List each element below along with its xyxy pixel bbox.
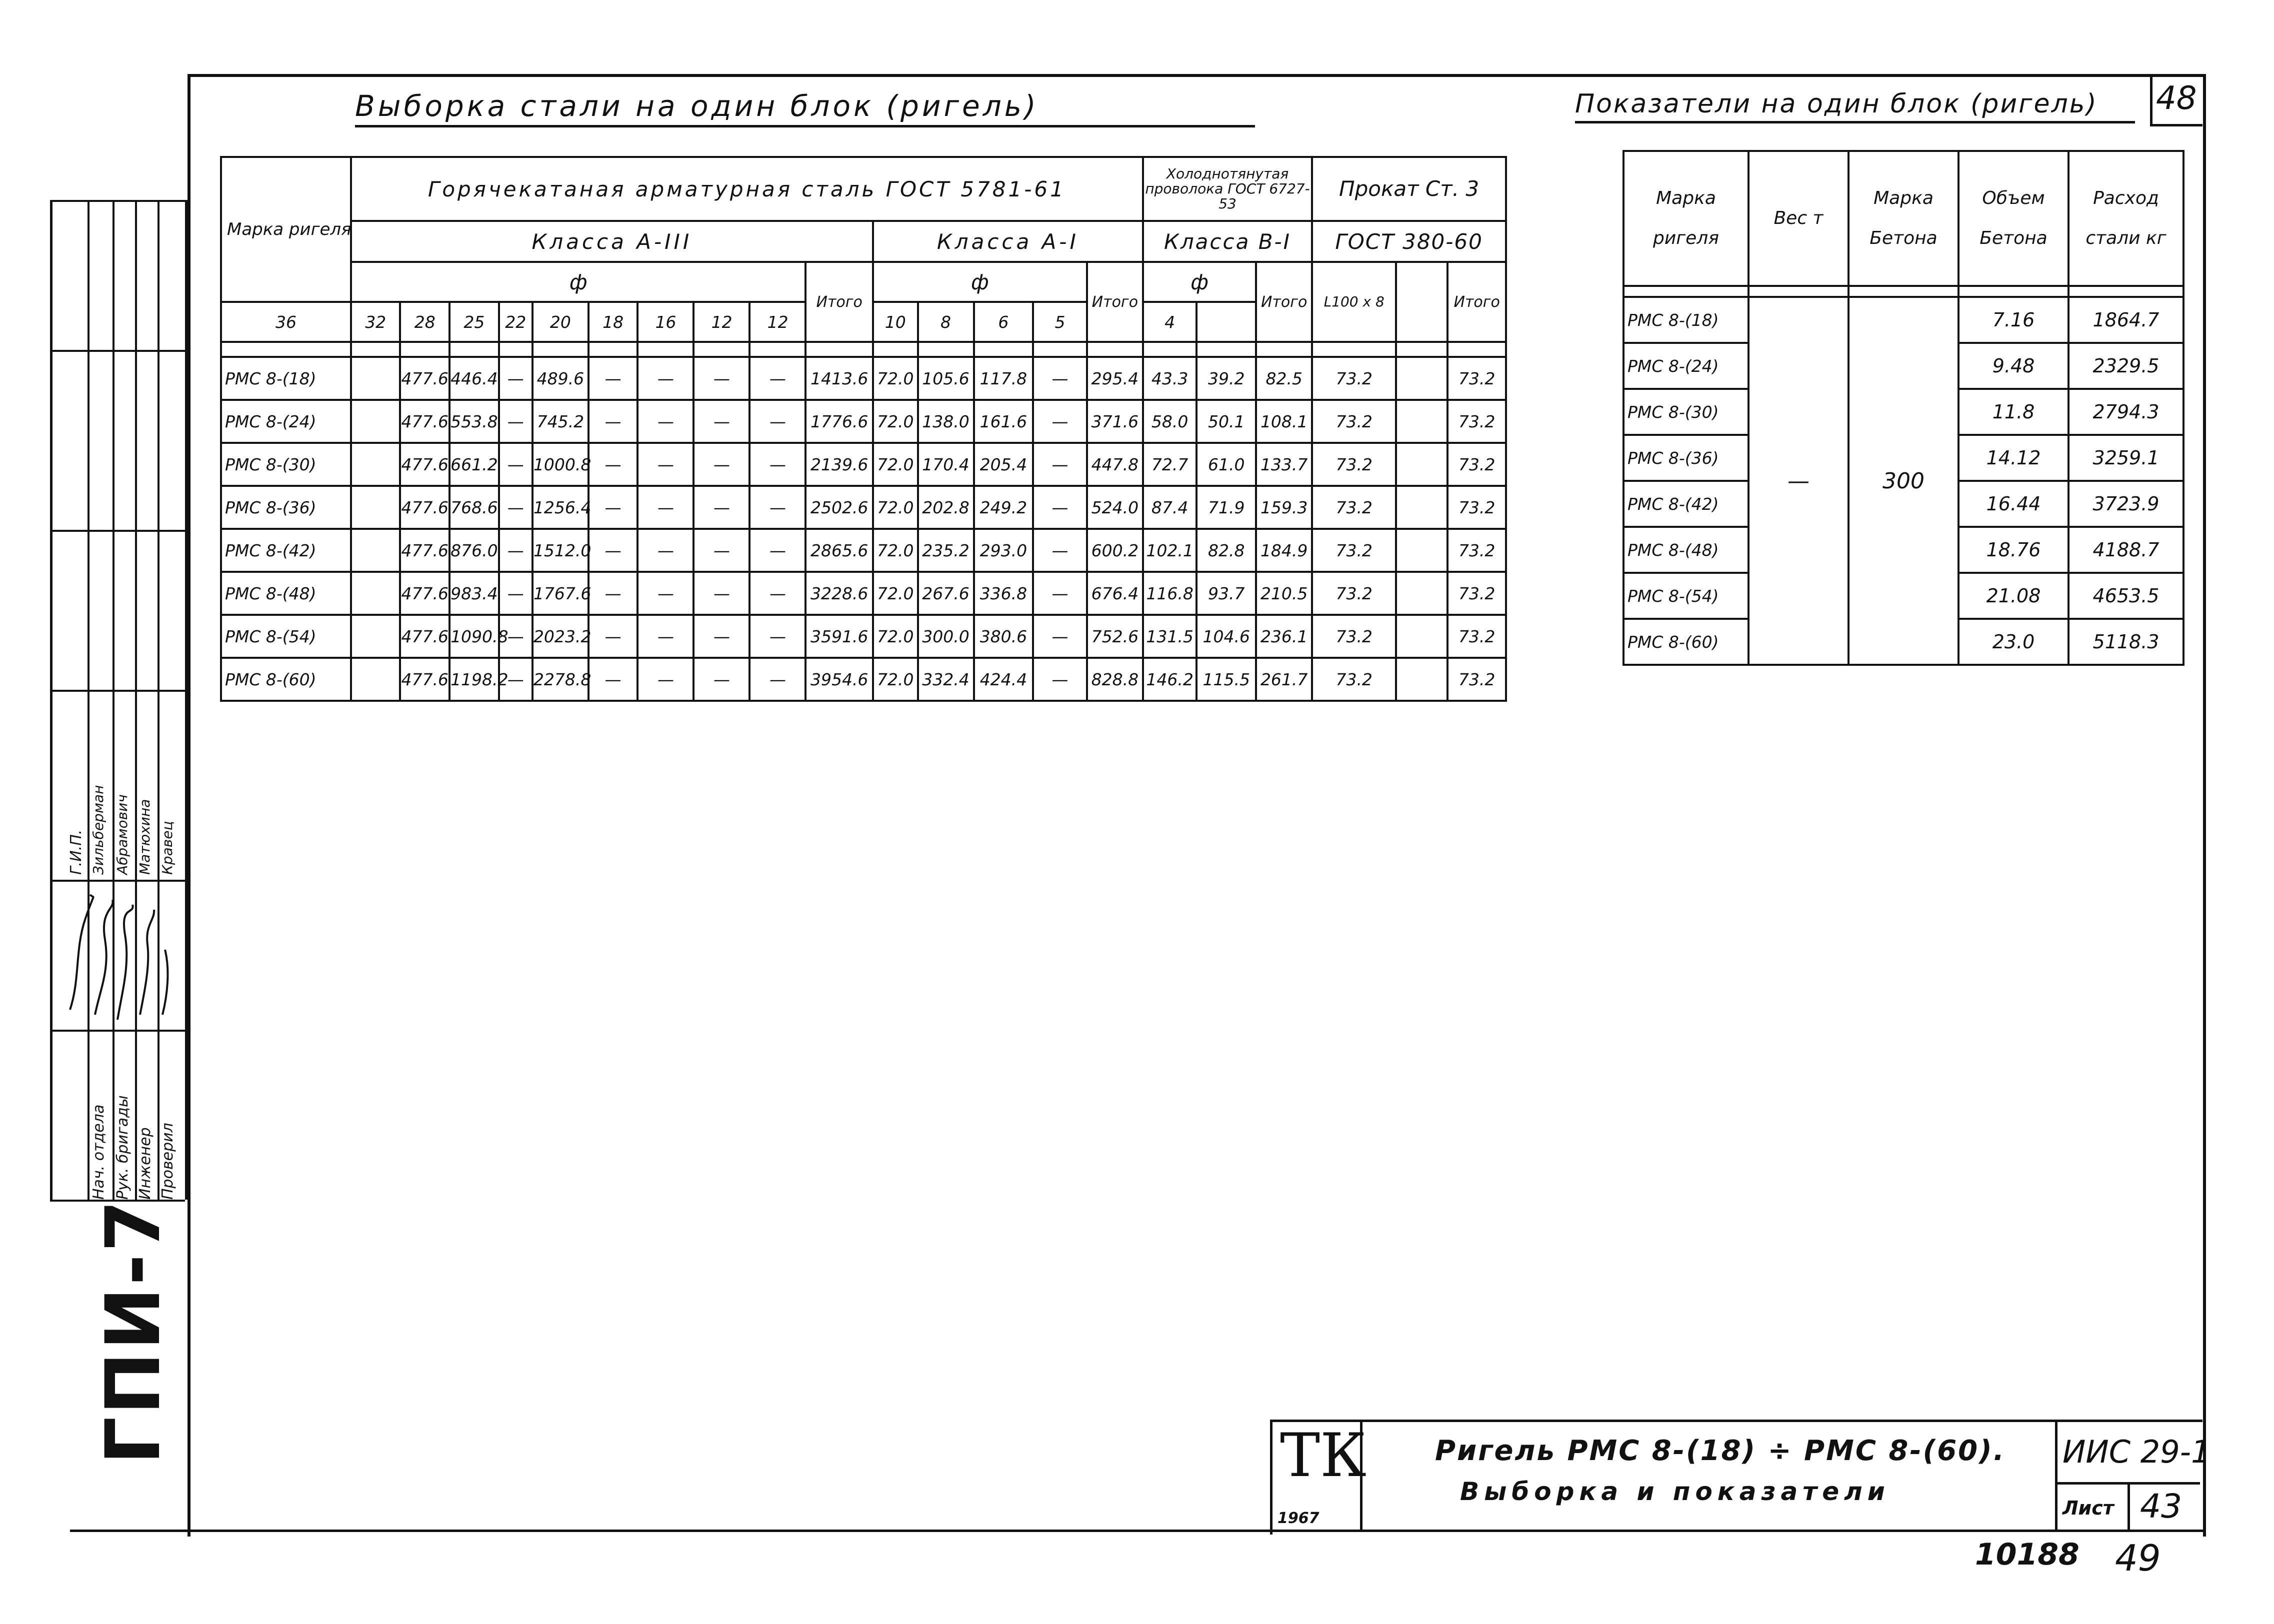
steel-cell-pr	[1396, 400, 1448, 443]
steel-cell-a1: 161.6	[974, 400, 1034, 443]
steel-cell-a3: 477.6	[400, 400, 450, 443]
hdr-hot-rolled: Горячекатаная арматурная сталь ГОСТ 5781-61	[351, 157, 1143, 221]
steel-row	[221, 486, 1506, 529]
hdr-phi-a3: ф	[351, 262, 806, 302]
steel-cell-a1: —	[1033, 400, 1087, 443]
steel-cell-a3	[351, 443, 400, 486]
steel-cell-a3: —	[499, 443, 532, 486]
steel-cell-a3: —	[750, 400, 806, 443]
steel-cell-a3	[351, 615, 400, 658]
steel-cell-a3: —	[588, 572, 638, 615]
hdr-dia-12: 12	[694, 302, 750, 342]
hdr-class-b1: Класса В-I	[1143, 221, 1312, 262]
steel-cell-a1: 295.4	[1087, 357, 1143, 400]
steel-cell-a1: —	[1033, 486, 1087, 529]
role-head-of-dept: Нач. отдела	[90, 1104, 108, 1200]
steel-cell-a3: 1767.6	[532, 572, 588, 615]
steel-cell-b1: 50.1	[1196, 400, 1256, 443]
hdr-rolled: Прокат Ст. 3	[1312, 157, 1506, 221]
steel-row-mark: РМС 8-(48)	[221, 572, 351, 615]
steel-cell-a1: —	[1033, 658, 1087, 701]
steel-cell-a3: —	[638, 529, 694, 572]
steel-cell-a3: —	[638, 572, 694, 615]
series-code: ИИС 29-1	[2062, 1434, 2211, 1470]
steel-cell-a3: 3954.6	[806, 658, 872, 701]
steel-cell-a3: —	[588, 443, 638, 486]
steel-cell-a3: 477.6	[400, 658, 450, 701]
hdr-mark: Марка ригеля	[221, 157, 351, 302]
hdr-dia-20: 20	[532, 302, 588, 342]
steel-row-mark: РМС 8-(54)	[221, 615, 351, 658]
indicator-row	[1624, 297, 2184, 343]
steel-row-mark: РМС 8-(36)	[221, 486, 351, 529]
steel-cell-pr: 73.2	[1448, 572, 1506, 615]
indicator-steel: 3723.9	[2068, 481, 2184, 527]
steel-row-mark: РМС 8-(24)	[221, 400, 351, 443]
drawing-title-line2: Выборка и показатели	[1460, 1477, 1890, 1506]
name-abramovich: Абрамович	[114, 794, 130, 875]
steel-cell-pr	[1396, 658, 1448, 701]
steel-cell-pr: 73.2	[1312, 572, 1396, 615]
steel-cell-a1: 249.2	[974, 486, 1034, 529]
steel-cell-a3: 489.6	[532, 357, 588, 400]
steel-cell-pr	[1396, 357, 1448, 400]
name-zilberman: Зильберман	[90, 785, 106, 875]
hdr-b1-dia-4: 4	[1143, 302, 1197, 342]
steel-cell-a3: 3228.6	[806, 572, 872, 615]
steel-cell-a3: 983.4	[450, 572, 499, 615]
hdr-b1-dia-5: 5	[1033, 302, 1087, 342]
steel-cell-a3: 2502.6	[806, 486, 872, 529]
steel-cell-pr	[1396, 615, 1448, 658]
steel-cell-a3: —	[694, 443, 750, 486]
steel-cell-a1: 424.4	[974, 658, 1034, 701]
margin-hline-3	[50, 530, 185, 532]
indicator-row-mark: РМС 8-(60)	[1624, 619, 1748, 665]
steel-cell-pr: 73.2	[1448, 658, 1506, 701]
steel-cell-a3: 477.6	[400, 486, 450, 529]
steel-cell-a3: —	[750, 443, 806, 486]
margin-hline-2	[50, 350, 185, 352]
steel-cell-b1: 43.3	[1143, 357, 1197, 400]
steel-cell-pr: 73.2	[1448, 357, 1506, 400]
handwritten-signatures	[65, 890, 180, 1030]
ind-hdr-mark: Марка ригеля	[1624, 151, 1748, 286]
steel-cell-pr	[1396, 443, 1448, 486]
steel-cell-a3: 745.2	[532, 400, 588, 443]
steel-cell-a1: —	[1033, 615, 1087, 658]
indicator-weight: —	[1748, 297, 1848, 665]
steel-cell-b1: 61.0	[1196, 443, 1256, 486]
hdr-dia-25: 25	[450, 302, 499, 342]
hdr-dia-32: 32	[351, 302, 400, 342]
hdr-total-b1: Итого	[1256, 262, 1312, 342]
steel-cell-a3: —	[588, 615, 638, 658]
steel-row	[221, 572, 1506, 615]
hdr-gost380: ГОСТ 380-60	[1312, 221, 1506, 262]
steel-cell-b1: 82.8	[1196, 529, 1256, 572]
steel-cell-pr: 73.2	[1312, 400, 1396, 443]
steel-cell-a3: —	[588, 529, 638, 572]
organization-logo: ТК	[1280, 1421, 1366, 1491]
hdr-a1-dia-8: 8	[918, 302, 974, 342]
hdr-class-a1: Класса А-I	[873, 221, 1143, 262]
steel-cell-b1: 39.2	[1196, 357, 1256, 400]
steel-cell-a3: —	[588, 357, 638, 400]
steel-cell-pr: 73.2	[1312, 486, 1396, 529]
steel-cell-b1: 108.1	[1256, 400, 1312, 443]
steel-cell-a3: 1198.2	[450, 658, 499, 701]
steel-cell-b1: 131.5	[1143, 615, 1197, 658]
indicator-steel: 4188.7	[2068, 527, 2184, 573]
hdr-cold-drawn: Холоднотянутая проволока ГОСТ 6727-53	[1143, 157, 1312, 221]
steel-row	[221, 357, 1506, 400]
steel-cell-b1: 104.6	[1196, 615, 1256, 658]
steel-cell-a3	[351, 357, 400, 400]
steel-cell-pr: 73.2	[1448, 486, 1506, 529]
hdr-dia-18: 18	[588, 302, 638, 342]
steel-cell-b1: 82.5	[1256, 357, 1312, 400]
steel-cell-a1: 828.8	[1087, 658, 1143, 701]
steel-row	[221, 400, 1506, 443]
indicator-volume: 21.08	[1958, 573, 2068, 619]
steel-cell-a3: —	[750, 357, 806, 400]
steel-cell-b1: 93.7	[1196, 572, 1256, 615]
steel-cell-a3: —	[694, 572, 750, 615]
steel-cell-b1: 261.7	[1256, 658, 1312, 701]
steel-cell-a1: 72.0	[873, 615, 918, 658]
name-kravets: Кравец	[159, 821, 176, 875]
steel-cell-a3: 2023.2	[532, 615, 588, 658]
hdr-phi-a1: ф	[873, 262, 1087, 302]
indicator-row-mark: РМС 8-(30)	[1624, 389, 1748, 435]
steel-cell-pr: 73.2	[1312, 529, 1396, 572]
steel-cell-a1: —	[1033, 572, 1087, 615]
steel-cell-a3: 477.6	[400, 443, 450, 486]
margin-hline-1	[50, 200, 185, 202]
indicator-volume: 14.12	[1958, 435, 2068, 481]
steel-cell-a3: —	[588, 486, 638, 529]
indicator-volume: 11.8	[1958, 389, 2068, 435]
indicator-volume: 9.48	[1958, 343, 2068, 389]
title-block-sheet-divider	[2128, 1482, 2130, 1532]
indicators-table-body	[1624, 297, 2184, 665]
indicator-volume: 16.44	[1958, 481, 2068, 527]
steel-cell-a3: 661.2	[450, 443, 499, 486]
steel-cell-a3: —	[638, 658, 694, 701]
steel-cell-a3: —	[694, 357, 750, 400]
role-checker: Проверил	[159, 1123, 176, 1200]
indicators-table	[1622, 150, 2184, 666]
steel-cell-a3: 768.6	[450, 486, 499, 529]
steel-cell-a3: —	[750, 572, 806, 615]
hdr-class-a3: Класса А-III	[351, 221, 873, 262]
steel-cell-a1: 293.0	[974, 529, 1034, 572]
steel-cell-a1: 72.0	[873, 529, 918, 572]
hdr-rolled-empty	[1396, 262, 1448, 342]
hdr-dia-22: 22	[499, 302, 532, 342]
steel-cell-b1: 146.2	[1143, 658, 1197, 701]
steel-cell-a3: —	[750, 486, 806, 529]
hdr-dia-36: 36	[221, 302, 351, 342]
steel-cell-b1: 159.3	[1256, 486, 1312, 529]
steel-cell-a1: 380.6	[974, 615, 1034, 658]
steel-cell-a1: 300.0	[918, 615, 974, 658]
steel-cell-pr: 73.2	[1312, 443, 1396, 486]
steel-cell-a3: 1512.0	[532, 529, 588, 572]
hdr-angle-profile: L100 x 8	[1312, 262, 1396, 342]
steel-row-mark: РМС 8-(60)	[221, 658, 351, 701]
steel-cell-a3: 1413.6	[806, 357, 872, 400]
steel-cell-a3: 2139.6	[806, 443, 872, 486]
indicator-row-mark: РМС 8-(18)	[1624, 297, 1748, 343]
steel-cell-a3: —	[750, 615, 806, 658]
steel-cell-a3: 1256.4	[532, 486, 588, 529]
steel-cell-a3: —	[588, 400, 638, 443]
steel-cell-b1: 116.8	[1143, 572, 1197, 615]
steel-selection-table	[220, 156, 1507, 702]
steel-cell-a1: 524.0	[1087, 486, 1143, 529]
hdr-dia-28: 28	[400, 302, 450, 342]
steel-cell-a1: 72.0	[873, 357, 918, 400]
steel-row-mark: РМС 8-(30)	[221, 443, 351, 486]
steel-cell-a1: —	[1033, 443, 1087, 486]
steel-row-mark: РМС 8-(42)	[221, 529, 351, 572]
steel-cell-a3	[351, 529, 400, 572]
steel-cell-b1: 71.9	[1196, 486, 1256, 529]
steel-row	[221, 443, 1506, 486]
steel-cell-a1: 600.2	[1087, 529, 1143, 572]
steel-cell-a3: 876.0	[450, 529, 499, 572]
institute-stamp: ГПИ-7	[90, 1198, 177, 1465]
steel-cell-a3: 477.6	[400, 357, 450, 400]
sheet-label: Лист	[2062, 1497, 2114, 1519]
steel-cell-a1: 447.8	[1087, 443, 1143, 486]
steel-cell-a3: —	[638, 486, 694, 529]
steel-cell-pr: 73.2	[1448, 443, 1506, 486]
steel-cell-a1: 105.6	[918, 357, 974, 400]
steel-cell-a3: —	[499, 529, 532, 572]
steel-cell-a3: 1090.8	[450, 615, 499, 658]
hdr-a1-dia-12: 12	[750, 302, 806, 342]
steel-cell-a3	[351, 486, 400, 529]
steel-cell-a3: 2278.8	[532, 658, 588, 701]
steel-cell-a3	[351, 658, 400, 701]
margin-hline-5	[50, 880, 185, 882]
steel-cell-b1: 87.4	[1143, 486, 1197, 529]
steel-cell-b1: 102.1	[1143, 529, 1197, 572]
steel-cell-a1: 676.4	[1087, 572, 1143, 615]
indicator-row-mark: РМС 8-(42)	[1624, 481, 1748, 527]
chief-engineer-label: Г.И.П.	[68, 829, 85, 875]
steel-cell-a3: —	[638, 400, 694, 443]
ind-hdr-concrete-grade: Марка Бетона	[1848, 151, 1958, 286]
indicator-steel: 5118.3	[2068, 619, 2184, 665]
steel-cell-pr	[1396, 572, 1448, 615]
indicator-steel: 1864.7	[2068, 297, 2184, 343]
sheet-number: 43	[2140, 1487, 2182, 1526]
steel-row	[221, 529, 1506, 572]
indicator-concrete-grade: 300	[1848, 297, 1958, 665]
steel-cell-a3: 446.4	[450, 357, 499, 400]
steel-cell-a1: 72.0	[873, 486, 918, 529]
hdr-total-a1: Итого	[1087, 262, 1143, 342]
indicator-row-mark: РМС 8-(24)	[1624, 343, 1748, 389]
steel-cell-a1: 202.8	[918, 486, 974, 529]
steel-cell-a3: 3591.6	[806, 615, 872, 658]
steel-cell-a1: 72.0	[873, 443, 918, 486]
hdr-a1-dia-10: 10	[873, 302, 918, 342]
ind-hdr-weight: Вес т	[1748, 151, 1848, 286]
indicator-steel: 3259.1	[2068, 435, 2184, 481]
steel-selection-title: Выборка стали на один блок (ригель)	[355, 89, 1255, 127]
steel-cell-a1: 371.6	[1087, 400, 1143, 443]
steel-cell-a3	[351, 572, 400, 615]
steel-cell-a1: 235.2	[918, 529, 974, 572]
hdr-phi-b1: ф	[1143, 262, 1256, 302]
page-number: 49	[2115, 1537, 2161, 1579]
steel-cell-a3: —	[588, 658, 638, 701]
steel-row-mark: РМС 8-(18)	[221, 357, 351, 400]
steel-cell-a3: —	[499, 658, 532, 701]
steel-cell-a3: 477.6	[400, 529, 450, 572]
steel-cell-a1: 267.6	[918, 572, 974, 615]
steel-cell-b1: 58.0	[1143, 400, 1197, 443]
steel-cell-a1: 752.6	[1087, 615, 1143, 658]
steel-cell-a1: 170.4	[918, 443, 974, 486]
steel-cell-a3: —	[499, 615, 532, 658]
indicator-row-mark: РМС 8-(36)	[1624, 435, 1748, 481]
steel-cell-a3: —	[499, 486, 532, 529]
steel-cell-b1: 210.5	[1256, 572, 1312, 615]
steel-cell-a1: 72.0	[873, 572, 918, 615]
steel-cell-pr: 73.2	[1312, 615, 1396, 658]
steel-cell-a1: 336.8	[974, 572, 1034, 615]
steel-cell-a3: —	[638, 615, 694, 658]
sheet-corner-number: 48	[2156, 80, 2197, 117]
indicator-steel: 2794.3	[2068, 389, 2184, 435]
steel-cell-pr	[1396, 486, 1448, 529]
ind-hdr-steel-consumption: Расход стали кг	[2068, 151, 2184, 286]
steel-row	[221, 615, 1506, 658]
indicator-row-mark: РМС 8-(48)	[1624, 527, 1748, 573]
steel-cell-a3: 477.6	[400, 572, 450, 615]
steel-cell-pr: 73.2	[1312, 658, 1396, 701]
steel-cell-a3	[351, 400, 400, 443]
steel-cell-a1: 72.0	[873, 658, 918, 701]
steel-cell-a1: 72.0	[873, 400, 918, 443]
steel-cell-a3: —	[750, 658, 806, 701]
indicator-steel: 4653.5	[2068, 573, 2184, 619]
indicators-title: Показатели на один блок (ригель)	[1575, 89, 2135, 123]
margin-hline-6	[50, 1030, 185, 1032]
steel-cell-b1: 236.1	[1256, 615, 1312, 658]
hdr-total-a3: Итого	[806, 262, 872, 342]
hdr-dia-16: 16	[638, 302, 694, 342]
steel-cell-a3: —	[499, 572, 532, 615]
drawing-title-line1: Ригель РМС 8-(18) ÷ РМС 8-(60).	[1435, 1435, 2006, 1467]
steel-cell-a3: 2865.6	[806, 529, 872, 572]
steel-row	[221, 658, 1506, 701]
steel-cell-a3: —	[638, 357, 694, 400]
archive-number: 10188	[1975, 1537, 2080, 1572]
steel-cell-a3: —	[694, 615, 750, 658]
steel-cell-pr: 73.2	[1448, 615, 1506, 658]
steel-cell-a1: —	[1033, 357, 1087, 400]
steel-table-body	[221, 357, 1506, 701]
steel-cell-pr: 73.2	[1448, 400, 1506, 443]
hdr-a1-dia-6: 6	[974, 302, 1034, 342]
steel-cell-b1: 184.9	[1256, 529, 1312, 572]
steel-cell-pr: 73.2	[1312, 357, 1396, 400]
steel-cell-pr	[1396, 529, 1448, 572]
steel-cell-b1: 72.7	[1143, 443, 1197, 486]
indicator-row-mark: РМС 8-(54)	[1624, 573, 1748, 619]
steel-cell-a3: —	[750, 529, 806, 572]
steel-cell-a1: 205.4	[974, 443, 1034, 486]
role-engineer: Инженер	[136, 1127, 154, 1200]
steel-cell-a3: 477.6	[400, 615, 450, 658]
steel-cell-a3: —	[638, 443, 694, 486]
steel-cell-a1: 117.8	[974, 357, 1034, 400]
steel-cell-a3: 1776.6	[806, 400, 872, 443]
indicator-steel: 2329.5	[2068, 343, 2184, 389]
steel-cell-a3: —	[694, 400, 750, 443]
steel-cell-a3: —	[499, 357, 532, 400]
steel-cell-a3: —	[499, 400, 532, 443]
steel-cell-a1: 332.4	[918, 658, 974, 701]
steel-cell-a3: 553.8	[450, 400, 499, 443]
title-year: 1967	[1278, 1510, 1320, 1527]
margin-hline-4	[50, 690, 185, 692]
indicator-volume: 18.76	[1958, 527, 2068, 573]
steel-cell-a1: —	[1033, 529, 1087, 572]
hdr-total-rolled: Итого	[1448, 262, 1506, 342]
steel-cell-a1: 138.0	[918, 400, 974, 443]
steel-cell-pr: 73.2	[1448, 529, 1506, 572]
name-matyukhina: Матюхина	[136, 799, 153, 875]
steel-cell-a3: —	[694, 658, 750, 701]
indicator-volume: 23.0	[1958, 619, 2068, 665]
role-team-lead: Рук. бригады	[114, 1095, 132, 1200]
steel-cell-b1: 133.7	[1256, 443, 1312, 486]
title-block-divider-2	[2055, 1420, 2058, 1532]
steel-cell-a3: 1000.8	[532, 443, 588, 486]
steel-cell-a3: —	[694, 486, 750, 529]
ind-hdr-concrete-volume: Объем Бетона	[1958, 151, 2068, 286]
steel-cell-b1: 115.5	[1196, 658, 1256, 701]
steel-cell-a3: —	[694, 529, 750, 572]
indicator-volume: 7.16	[1958, 297, 2068, 343]
